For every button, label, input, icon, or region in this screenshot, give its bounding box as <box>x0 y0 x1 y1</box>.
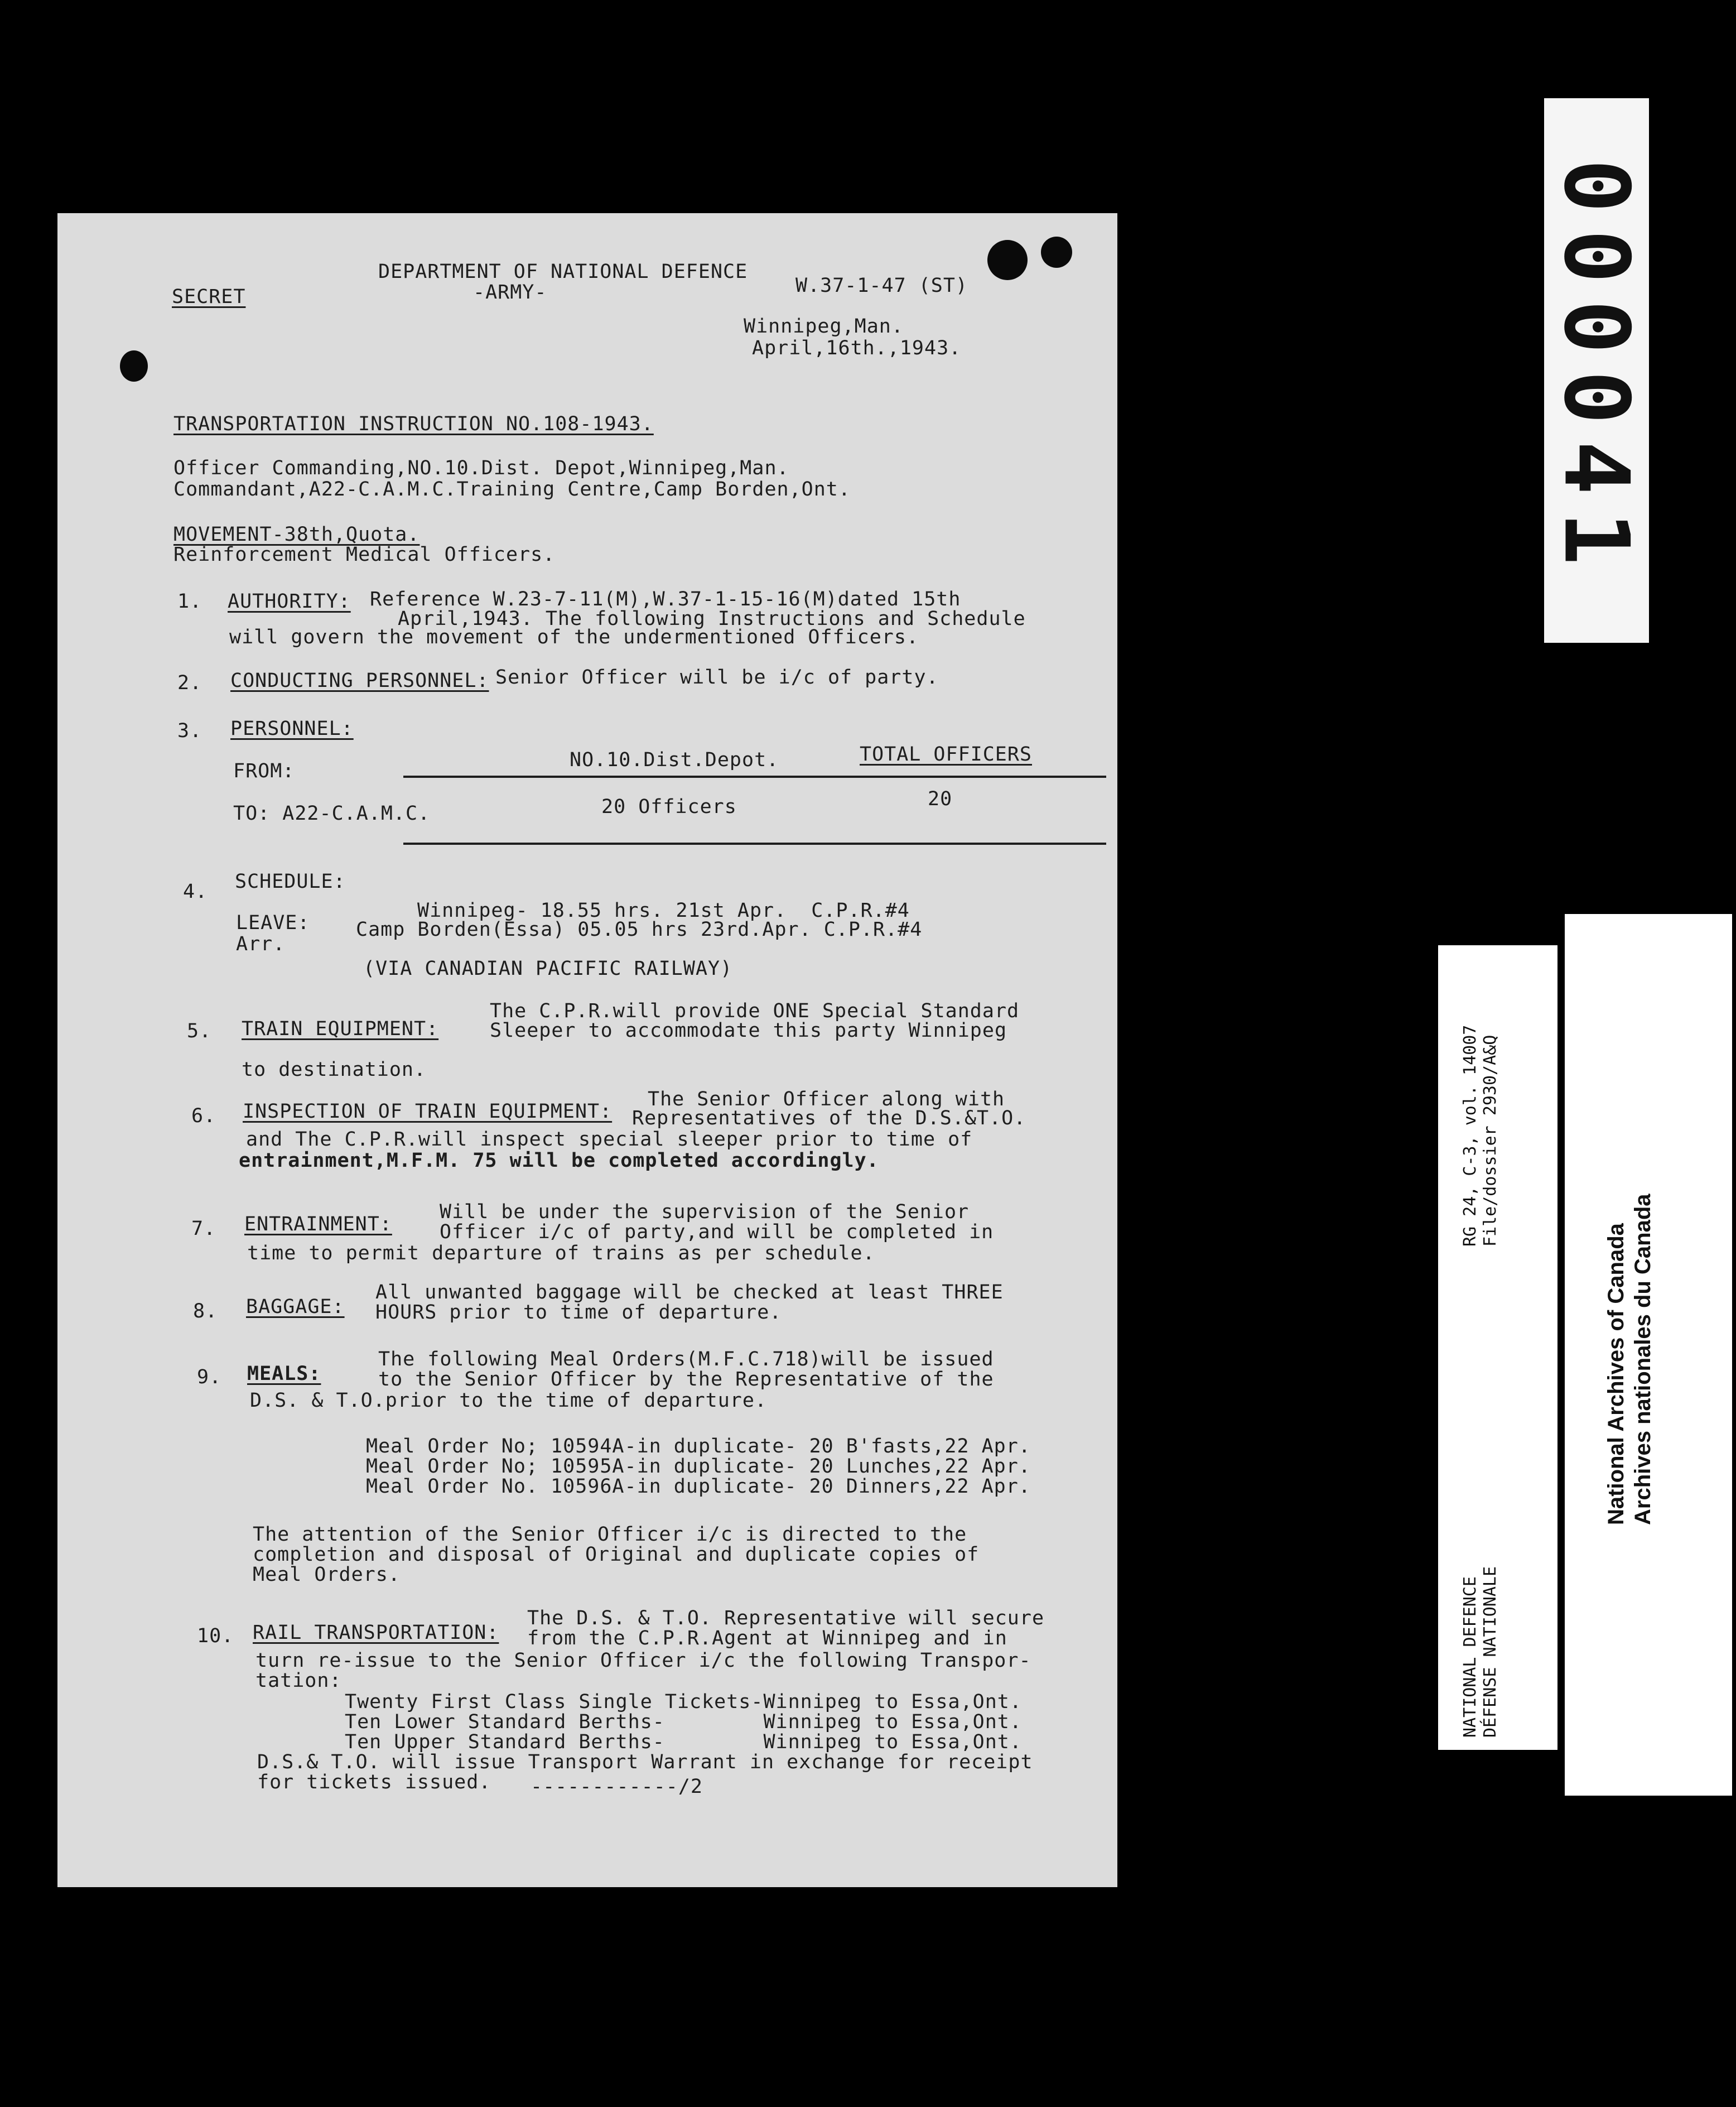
para-line: The following Meal Orders(M.F.C.718)will be issued <box>378 1348 994 1370</box>
archives-name-fr: Archives nationales du Canada <box>1631 1194 1655 1525</box>
continuation-marker: ------------/2 <box>531 1776 703 1798</box>
movement-line: Reinforcement Medical Officers. <box>173 543 556 566</box>
para-line: turn re-issue to the Senior Officer i/c the following Transpor- <box>255 1649 1031 1672</box>
table-rule <box>403 843 1106 845</box>
schedule-via: (VIA CANADIAN PACIFIC RAILWAY) <box>363 958 733 980</box>
para-line: Meal Orders. <box>253 1564 401 1586</box>
para-line: Sleeper to accommodate this party Winnipeg <box>490 1019 1007 1042</box>
transport-item: Ten Lower Standard Berths- Winnipeg to Essa,Ont. <box>345 1711 1022 1733</box>
para-line: The C.P.R.will provide ONE Special Standard <box>490 1000 1020 1022</box>
para-line: completion and disposal of Original and duplicate copies of <box>253 1543 980 1566</box>
para-number: 6. <box>191 1105 216 1127</box>
document-page <box>57 213 1117 1887</box>
archive-number: 000041 <box>1544 159 1649 582</box>
personnel-col-total: TOTAL OFFICERS <box>860 743 1033 766</box>
date: April,16th.,1943. <box>752 337 962 359</box>
para-line: for tickets issued. <box>257 1771 491 1793</box>
para-line: The attention of the Senior Officer i/c is directed to the <box>253 1523 967 1546</box>
department-branch: -ARMY- <box>473 281 547 304</box>
movement-line: MOVEMENT-38th,Quota. <box>173 523 420 546</box>
para-line: entrainment,M.F.M. 75 will be completed accordingly. <box>239 1149 879 1172</box>
para-line: will govern the movement of the undermentioned Officers. <box>229 626 919 648</box>
para-heading: AUTHORITY: <box>228 590 351 613</box>
archive-reference-label <box>1438 945 1557 1750</box>
archive-number-stamp <box>1544 98 1649 643</box>
schedule-arr-text: Camp Borden(Essa) 05.05 hrs 23rd.Apr. C.P.R.#4 <box>356 918 923 941</box>
para-line: The D.S. & T.O. Representative will secure <box>527 1607 1045 1629</box>
para-heading: ENTRAINMENT: <box>244 1213 392 1235</box>
para-line: time to permit departure of trains as per schedule. <box>247 1242 875 1264</box>
para-heading: TRAIN EQUIPMENT: <box>242 1018 439 1040</box>
para-heading: BAGGAGE: <box>246 1296 345 1318</box>
meal-order: Meal Order No. 10596A-in duplicate- 20 Dinners,22 Apr. <box>366 1475 1031 1498</box>
punch-hole <box>987 240 1028 280</box>
para-heading: RAIL TRANSPORTATION: <box>253 1622 499 1644</box>
para-line: All unwanted baggage will be checked at least THREE <box>375 1281 1004 1303</box>
para-line: and The C.P.R.will inspect special sleeper prior to time of <box>246 1128 973 1151</box>
addressee: Officer Commanding,NO.10.Dist. Depot,Winnipeg,Man. <box>173 457 789 479</box>
meal-order: Meal Order No; 10595A-in duplicate- 20 Lunches,22 Apr. <box>366 1455 1031 1478</box>
para-line: Officer i/c of party,and will be completed in <box>440 1221 994 1243</box>
para-heading: CONDUCTING PERSONNEL: <box>230 670 489 692</box>
para-line: to the Senior Officer by the Representative of the <box>378 1368 994 1391</box>
para-line: HOURS prior to time of departure. <box>375 1301 782 1324</box>
archives-name-label <box>1565 914 1732 1796</box>
para-heading: INSPECTION OF TRAIN EQUIPMENT: <box>243 1100 613 1123</box>
personnel-from-label: FROM: <box>233 760 295 782</box>
punch-hole <box>1041 237 1072 268</box>
para-number: 9. <box>197 1366 222 1388</box>
para-line: The Senior Officer along with <box>648 1088 1005 1110</box>
para-line: from the C.P.R.Agent at Winnipeg and in <box>527 1627 1007 1649</box>
para-number: 5. <box>187 1020 212 1042</box>
para-line: D.S.& T.O. will issue Transport Warrant in exchange for receipt <box>257 1751 1033 1773</box>
para-number: 4. <box>183 881 208 903</box>
para-heading: MEALS: <box>247 1363 321 1385</box>
file-reference: W.37-1-47 (ST) <box>795 275 968 297</box>
para-number: 10. <box>197 1625 234 1647</box>
archive-dept-line: DÉFENSE NATIONALE <box>1481 1566 1500 1738</box>
para-line: Will be under the supervision of the Senior <box>440 1201 970 1223</box>
transport-item: Twenty First Class Single Tickets-Winnipeg to Essa,Ont. <box>345 1691 1022 1713</box>
personnel-depot-value: 20 Officers <box>601 796 737 818</box>
archive-dept-line: NATIONAL DEFENCE <box>1460 1576 1480 1738</box>
para-number: 3. <box>177 720 202 742</box>
para-line: Senior Officer will be i/c of party. <box>495 666 939 689</box>
schedule-leave-label: LEAVE: <box>236 912 310 934</box>
para-line: D.S. & T.O.prior to the time of departure. <box>250 1389 768 1412</box>
para-number: 8. <box>193 1300 218 1322</box>
para-line: Representatives of the D.S.&T.O. <box>632 1107 1026 1129</box>
archive-ref-line: File/dossier 2930/A&Q <box>1481 1035 1500 1247</box>
para-heading: SCHEDULE: <box>235 870 346 893</box>
document-title: TRANSPORTATION INSTRUCTION NO.108-1943. <box>173 413 654 435</box>
transport-item: Ten Upper Standard Berths- Winnipeg to Essa,Ont. <box>345 1731 1022 1753</box>
para-line: April,1943. The following Instructions and Schedule <box>398 608 1026 630</box>
para-number: 1. <box>177 590 202 613</box>
table-rule <box>403 776 1106 778</box>
para-line: tation: <box>255 1670 342 1692</box>
para-number: 2. <box>177 672 202 694</box>
place: Winnipeg,Man. <box>744 315 904 338</box>
archives-name-en: National Archives of Canada <box>1604 1223 1628 1525</box>
classification: SECRET <box>172 286 246 308</box>
para-number: 7. <box>191 1218 216 1240</box>
personnel-total-value: 20 <box>928 788 953 810</box>
meal-order: Meal Order No; 10594A-in duplicate- 20 B'fasts,22 Apr. <box>366 1435 1031 1457</box>
personnel-col-depot: NO.10.Dist.Depot. <box>570 749 779 771</box>
para-heading: PERSONNEL: <box>230 718 354 740</box>
schedule-leave-text: Winnipeg- 18.55 hrs. 21st Apr. C.P.R.#4 <box>417 899 910 922</box>
personnel-to-label: TO: A22-C.A.M.C. <box>233 802 431 825</box>
para-line: to destination. <box>242 1059 427 1081</box>
department-name: DEPARTMENT OF NATIONAL DEFENCE <box>378 261 748 283</box>
archive-ref-line: RG 24, C-3, vol. 14007 <box>1460 1024 1480 1247</box>
para-line: Reference W.23-7-11(M),W.37-1-15-16(M)dated 15th <box>370 588 961 610</box>
punch-hole <box>120 350 148 382</box>
addressee: Commandant,A22-C.A.M.C.Training Centre,Camp Borden,Ont. <box>173 478 851 501</box>
schedule-arr-label: Arr. <box>236 933 286 955</box>
